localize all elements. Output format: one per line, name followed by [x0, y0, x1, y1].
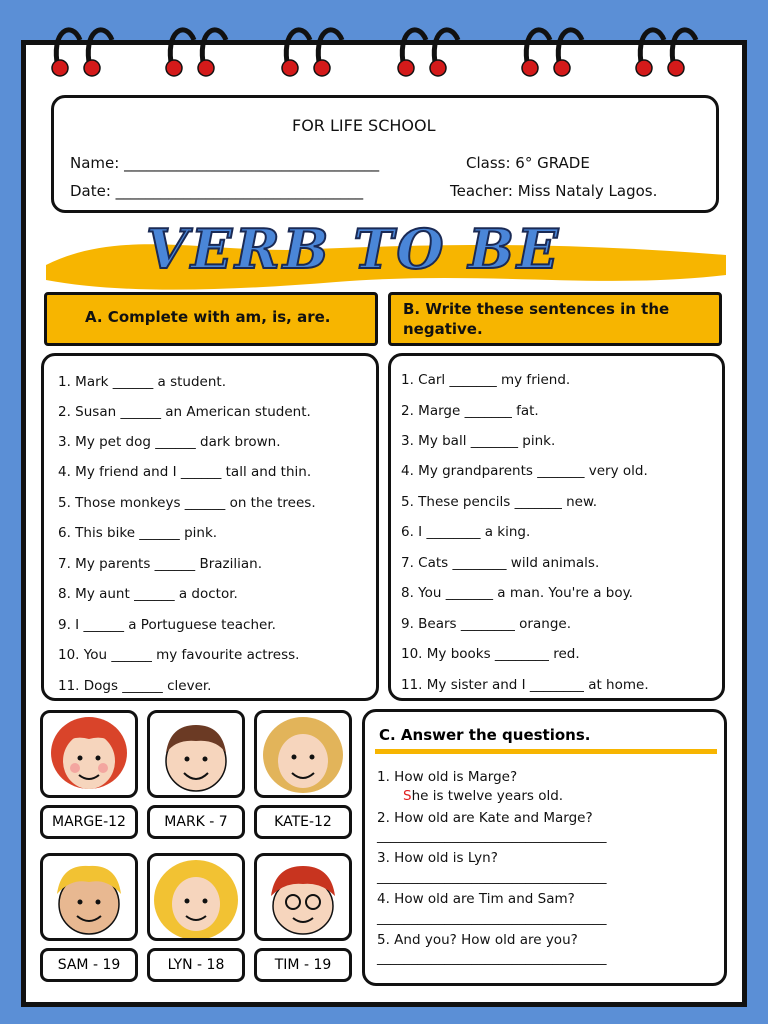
- list-item: 6. I ________ a king.: [401, 524, 531, 540]
- section-c-box: [362, 709, 727, 986]
- list-item: 6. This bike ______ pink.: [58, 525, 218, 541]
- person-label: LYN - 18: [147, 948, 245, 982]
- answer-line: __________________________________: [377, 910, 607, 926]
- header-box: [51, 95, 719, 213]
- red-hair-glasses-boy-icon: [254, 853, 352, 941]
- person-label: TIM - 19: [254, 948, 352, 982]
- brown-hair-boy-icon: [147, 710, 245, 798]
- section-b-heading: B. Write these sentences in the negative.: [388, 292, 722, 346]
- list-item: 2. Marge _______ fat.: [401, 403, 539, 419]
- question-3: 3. How old is Lyn?: [377, 850, 498, 866]
- section-b-list: [388, 353, 725, 701]
- list-item: 11. Dogs ______ clever.: [58, 678, 212, 694]
- list-item: 8. My aunt ______ a doctor.: [58, 586, 238, 602]
- section-c-heading: C. Answer the questions.: [379, 726, 591, 744]
- page-title: VERB TO BE: [146, 217, 562, 281]
- person-label: MARGE-12: [40, 805, 138, 839]
- answer-1: She is twelve years old.: [403, 788, 564, 804]
- person-label: SAM - 19: [40, 948, 138, 982]
- list-item: 4. My friend and I ______ tall and thin.: [58, 464, 312, 480]
- question-2: 2. How old are Kate and Marge?: [377, 810, 593, 826]
- list-item: 1. Carl _______ my friend.: [401, 372, 571, 388]
- person-label: MARK - 7: [147, 805, 245, 839]
- list-item: 8. You _______ a man. You're a boy.: [401, 585, 633, 601]
- list-item: 5. Those monkeys ______ on the trees.: [58, 495, 316, 511]
- list-item: 2. Susan ______ an American student.: [58, 404, 311, 420]
- school-name: FOR LIFE SCHOOL: [292, 116, 436, 135]
- question-1: 1. How old is Marge?: [377, 769, 518, 785]
- section-a-heading: A. Complete with am, is, are.: [44, 292, 378, 346]
- date-field: Date: _________________________________: [70, 182, 364, 200]
- question-5: 5. And you? How old are you?: [377, 932, 578, 948]
- spiral-binding: [0, 0, 768, 90]
- list-item: 10. My books ________ red.: [401, 646, 580, 662]
- list-item: 9. I ______ a Portuguese teacher.: [58, 617, 276, 633]
- list-item: 11. My sister and I ________ at home.: [401, 677, 649, 693]
- list-item: 3. My pet dog ______ dark brown.: [58, 434, 281, 450]
- list-item: 4. My grandparents _______ very old.: [401, 463, 648, 479]
- answer-line: __________________________________: [377, 950, 607, 966]
- long-blonde-girl-icon: [147, 853, 245, 941]
- list-item: 7. Cats ________ wild animals.: [401, 555, 600, 571]
- blonde-boy-icon: [40, 853, 138, 941]
- section-c-underline: [375, 749, 717, 754]
- answer-line: __________________________________: [377, 828, 607, 844]
- list-item: 1. Mark ______ a student.: [58, 374, 227, 390]
- name-field: Name: __________________________________: [70, 154, 380, 172]
- list-item: 5. These pencils _______ new.: [401, 494, 598, 510]
- answer-line: __________________________________: [377, 869, 607, 885]
- question-4: 4. How old are Tim and Sam?: [377, 891, 575, 907]
- red-hair-girl-icon: [40, 710, 138, 798]
- list-item: 10. You ______ my favourite actress.: [58, 647, 300, 663]
- curly-blonde-girl-icon: [254, 710, 352, 798]
- teacher-label: Teacher: Miss Nataly Lagos.: [450, 182, 658, 200]
- person-label: KATE-12: [254, 805, 352, 839]
- section-a-list: [41, 353, 379, 701]
- list-item: 9. Bears ________ orange.: [401, 616, 571, 632]
- class-label: Class: 6° GRADE: [466, 154, 590, 172]
- list-item: 3. My ball _______ pink.: [401, 433, 556, 449]
- worksheet-page: [21, 40, 747, 1007]
- list-item: 7. My parents ______ Brazilian.: [58, 556, 263, 572]
